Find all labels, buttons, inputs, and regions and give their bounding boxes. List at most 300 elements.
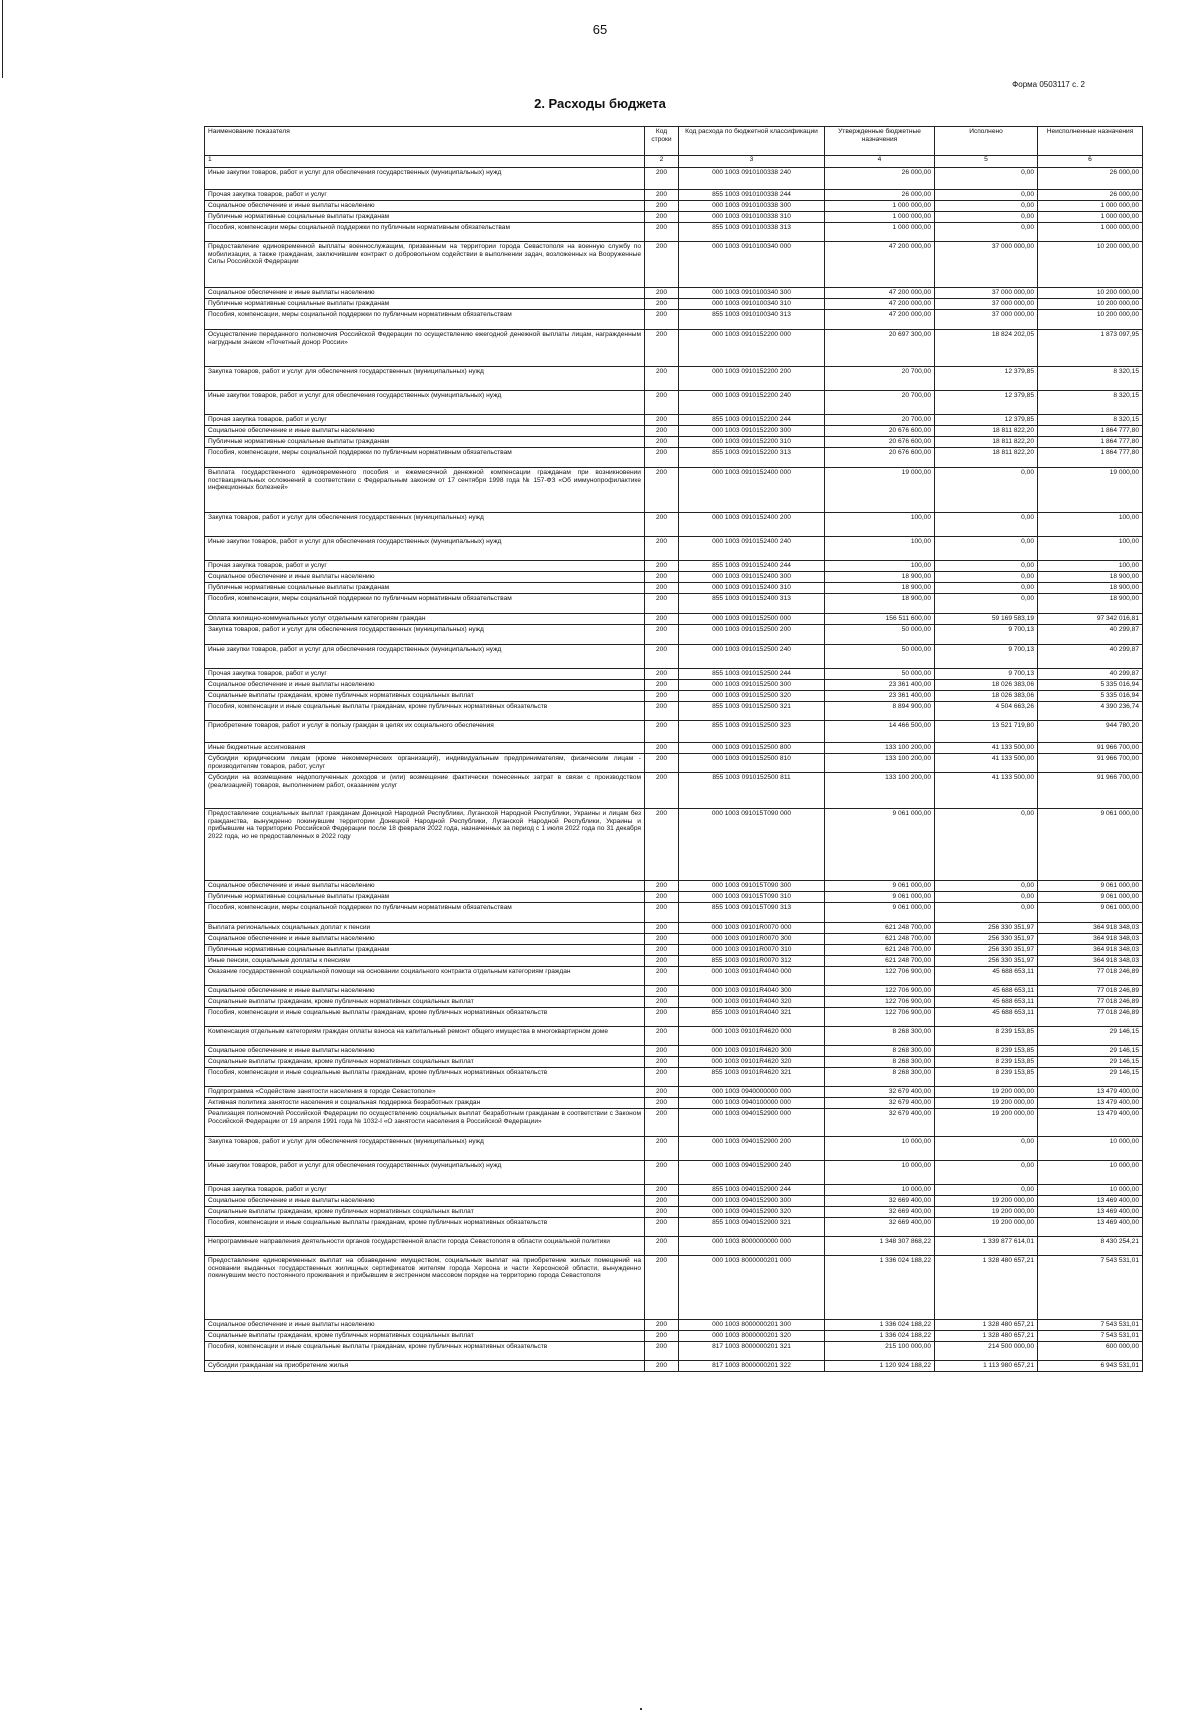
cell-approved: 9 061 000,00	[825, 809, 935, 881]
cell-code: 200	[645, 168, 679, 190]
cell-code: 200	[645, 645, 679, 669]
cell-code: 200	[645, 1256, 679, 1320]
cell-code: 200	[645, 1027, 679, 1046]
cell-kbk: 000 1003 09101R4620 300	[679, 1046, 825, 1057]
cell-unexecuted: 18 900,00	[1038, 583, 1143, 594]
cell-kbk: 000 1003 8000000201 300	[679, 1320, 825, 1331]
cell-name: Осуществление переданного полномочия Российской Федерации по осуществлению ежегодной денежной выплаты лицам, награжденным нагрудным знаком «Почетный донор России»	[205, 330, 645, 367]
cell-approved: 122 706 900,00	[825, 986, 935, 997]
cell-code: 200	[645, 809, 679, 881]
cell-kbk: 000 1003 0940152900 000	[679, 1109, 825, 1137]
cell-executed: 19 200 000,00	[935, 1196, 1038, 1207]
cell-name: Субсидии гражданам на приобретение жилья	[205, 1361, 645, 1372]
table-row	[205, 1027, 1143, 1046]
table-row	[205, 702, 1143, 721]
cell-approved: 122 706 900,00	[825, 997, 935, 1008]
cell-unexecuted: 29 146,15	[1038, 1057, 1143, 1068]
cell-name: Выплата региональных социальных доплат к пенсии	[205, 923, 645, 934]
cell-name: Непрограммные направления деятельности органов государственной власти города Севастополя в области социальной политики	[205, 1237, 645, 1256]
cell-executed: 37 000 000,00	[935, 310, 1038, 330]
table-row	[205, 997, 1143, 1008]
cell-unexecuted: 1 864 777,80	[1038, 437, 1143, 448]
cell-approved: 47 200 000,00	[825, 310, 935, 330]
cell-kbk: 000 1003 0910152500 000	[679, 614, 825, 625]
cell-unexecuted: 91 966 700,00	[1038, 773, 1143, 809]
cell-code: 200	[645, 594, 679, 614]
cell-kbk: 000 1003 09101R0070 300	[679, 934, 825, 945]
cell-approved: 1 000 000,00	[825, 212, 935, 223]
cell-unexecuted: 7 543 531,01	[1038, 1331, 1143, 1342]
cell-kbk: 000 1003 0910152400 310	[679, 583, 825, 594]
cell-approved: 19 000,00	[825, 468, 935, 513]
cell-executed: 0,00	[935, 572, 1038, 583]
cell-kbk: 000 1003 0910152400 200	[679, 513, 825, 537]
cell-name: Прочая закупка товаров, работ и услуг	[205, 415, 645, 426]
cell-code: 200	[645, 1098, 679, 1109]
cell-executed: 0,00	[935, 809, 1038, 881]
table-row	[205, 754, 1143, 773]
table-row	[205, 330, 1143, 367]
cell-kbk: 000 1003 0910152200 000	[679, 330, 825, 367]
cell-executed: 0,00	[935, 1185, 1038, 1196]
cell-kbk: 000 1003 09101R4040 320	[679, 997, 825, 1008]
cell-approved: 8 268 300,00	[825, 1068, 935, 1087]
cell-approved: 100,00	[825, 561, 935, 572]
cell-approved: 9 061 000,00	[825, 903, 935, 923]
cell-code: 200	[645, 513, 679, 537]
cell-kbk: 000 1003 0940152900 240	[679, 1161, 825, 1185]
cell-unexecuted: 364 918 348,03	[1038, 934, 1143, 945]
cell-approved: 8 268 300,00	[825, 1046, 935, 1057]
table-row	[205, 537, 1143, 561]
table-row	[205, 1342, 1143, 1361]
cell-kbk: 000 1003 0910100338 240	[679, 168, 825, 190]
table-row	[205, 892, 1143, 903]
cell-name: Прочая закупка товаров, работ и услуг	[205, 669, 645, 680]
cell-executed: 19 200 000,00	[935, 1109, 1038, 1137]
cell-name: Социальное обеспечение и иные выплаты населению	[205, 881, 645, 892]
cell-executed: 1 339 877 614,01	[935, 1237, 1038, 1256]
cell-executed: 9 700,13	[935, 645, 1038, 669]
cell-kbk: 000 1003 09101R0070 310	[679, 945, 825, 956]
table-row	[205, 561, 1143, 572]
table-row	[205, 1185, 1143, 1196]
scan-speck	[640, 1708, 642, 1710]
cell-kbk: 000 1003 091015Т090 300	[679, 881, 825, 892]
cell-unexecuted: 26 000,00	[1038, 190, 1143, 201]
cell-unexecuted: 19 000,00	[1038, 468, 1143, 513]
cell-unexecuted: 29 146,15	[1038, 1068, 1143, 1087]
col-header-executed: Исполнено	[935, 127, 1038, 156]
cell-name: Иные закупки товаров, работ и услуг для обеспечения государственных (муниципальных) нужд	[205, 391, 645, 415]
cell-approved: 26 000,00	[825, 168, 935, 190]
cell-kbk: 000 1003 0940152900 200	[679, 1137, 825, 1161]
table-row	[205, 448, 1143, 468]
cell-kbk: 000 1003 0910152400 000	[679, 468, 825, 513]
cell-unexecuted: 97 342 016,81	[1038, 614, 1143, 625]
table-row	[205, 1137, 1143, 1161]
cell-unexecuted: 77 018 246,89	[1038, 967, 1143, 986]
cell-code: 200	[645, 310, 679, 330]
cell-executed: 45 688 653,11	[935, 967, 1038, 986]
cell-unexecuted: 1 873 097,95	[1038, 330, 1143, 367]
cell-kbk: 000 1003 091015Т090 000	[679, 809, 825, 881]
cell-unexecuted: 9 061 000,00	[1038, 903, 1143, 923]
cell-name: Выплата государственного единовременного пособия и ежемесячной денежной компенсации гражданам при возникновении поствакцинальных осложнений в соответствии с Федеральным законом от 17 сентября 1998 года № 157-ФЗ «Об иммунопрофилактике инфекционных болезней»	[205, 468, 645, 513]
cell-executed: 19 200 000,00	[935, 1087, 1038, 1098]
cell-name: Социальное обеспечение и иные выплаты населению	[205, 1320, 645, 1331]
cell-name: Предоставление социальных выплат гражданам Донецкой Народной Республики, Луганской Народной Республики, Украины и лицам без гражданства, вынужденно покинувшим территории Донецкой Народной Республики, Луганской Народной Республики, Украины и прибывшим на территорию Российской Федерации после 18 февраля 2022 года, назначенных за период с 1 июля 2022 года по 31 декабря 2022 года, но не предоставленных в 2022 году	[205, 809, 645, 881]
cell-executed: 0,00	[935, 561, 1038, 572]
cell-kbk: 000 1003 09101R4620 000	[679, 1027, 825, 1046]
cell-unexecuted: 91 966 700,00	[1038, 754, 1143, 773]
cell-approved: 133 100 200,00	[825, 773, 935, 809]
column-number-row	[205, 156, 1143, 168]
cell-unexecuted: 9 061 000,00	[1038, 809, 1143, 881]
table-row	[205, 1256, 1143, 1320]
table-row	[205, 299, 1143, 310]
cell-name: Социальные выплаты гражданам, кроме публичных нормативных социальных выплат	[205, 997, 645, 1008]
cell-executed: 0,00	[935, 537, 1038, 561]
cell-kbk: 855 1003 091015Т090 313	[679, 903, 825, 923]
cell-code: 200	[645, 691, 679, 702]
cell-code: 200	[645, 967, 679, 986]
table-row	[205, 201, 1143, 212]
cell-unexecuted: 7 543 531,01	[1038, 1256, 1143, 1320]
table-row	[205, 903, 1143, 923]
cell-name: Прочая закупка товаров, работ и услуг	[205, 561, 645, 572]
cell-kbk: 000 1003 0910152200 200	[679, 367, 825, 391]
cell-code: 200	[645, 1068, 679, 1087]
cell-name: Субсидии юридическим лицам (кроме некоммерческих организаций), индивидуальным предпринимателям, физическим лицам - производителям товаров, работ, услуг	[205, 754, 645, 773]
table-row	[205, 513, 1143, 537]
cell-name: Закупка товаров, работ и услуг для обеспечения государственных (муниципальных) нужд	[205, 367, 645, 391]
cell-approved: 20 697 300,00	[825, 330, 935, 367]
cell-approved: 50 000,00	[825, 669, 935, 680]
cell-unexecuted: 364 918 348,03	[1038, 923, 1143, 934]
cell-unexecuted: 10 000,00	[1038, 1185, 1143, 1196]
cell-approved: 50 000,00	[825, 645, 935, 669]
cell-executed: 0,00	[935, 1137, 1038, 1161]
cell-code: 200	[645, 1207, 679, 1218]
table-row	[205, 743, 1143, 754]
cell-code: 200	[645, 945, 679, 956]
col-header-code: Код строки	[645, 127, 679, 156]
cell-code: 200	[645, 201, 679, 212]
cell-executed: 1 113 980 657,21	[935, 1361, 1038, 1372]
cell-code: 200	[645, 212, 679, 223]
cell-executed: 0,00	[935, 468, 1038, 513]
cell-approved: 1 348 307 868,22	[825, 1237, 935, 1256]
cell-approved: 1 000 000,00	[825, 223, 935, 242]
cell-executed: 0,00	[935, 223, 1038, 242]
table-row	[205, 1331, 1143, 1342]
col-header-name: Наименование показателя	[205, 127, 645, 156]
table-row	[205, 956, 1143, 967]
cell-kbk: 000 1003 091015Т090 310	[679, 892, 825, 903]
cell-unexecuted: 10 000,00	[1038, 1161, 1143, 1185]
cell-name: Пособия, компенсации меры социальной поддержки по публичным нормативным обязательствам	[205, 223, 645, 242]
cell-executed: 41 133 500,00	[935, 754, 1038, 773]
cell-code: 200	[645, 1109, 679, 1137]
cell-kbk: 000 1003 0940152900 320	[679, 1207, 825, 1218]
cell-name: Иные закупки товаров, работ и услуг для обеспечения государственных (муниципальных) нужд	[205, 645, 645, 669]
cell-name: Предоставление единовременной выплаты военнослужащим, призванным на территории города Севастополя на военную службу по мобилизации, а также гражданам, заключившим контракт о добровольном содействии в выполнении задач, возложенных на Вооруженные Силы Российской Федерации	[205, 242, 645, 288]
cell-unexecuted: 600 000,00	[1038, 1342, 1143, 1361]
cell-code: 200	[645, 903, 679, 923]
cell-executed: 18 824 202,05	[935, 330, 1038, 367]
cell-executed: 12 379,85	[935, 391, 1038, 415]
cell-kbk: 000 1003 8000000000 000	[679, 1237, 825, 1256]
cell-approved: 156 511 600,00	[825, 614, 935, 625]
cell-code: 200	[645, 437, 679, 448]
cell-unexecuted: 10 200 000,00	[1038, 288, 1143, 299]
table-row	[205, 669, 1143, 680]
cell-kbk: 000 1003 0910152200 240	[679, 391, 825, 415]
cell-code: 200	[645, 415, 679, 426]
cell-executed: 12 379,85	[935, 415, 1038, 426]
col-header-unexecuted: Неисполненные назначения	[1038, 127, 1143, 156]
cell-approved: 20 700,00	[825, 367, 935, 391]
cell-approved: 18 900,00	[825, 572, 935, 583]
cell-code: 200	[645, 1046, 679, 1057]
cell-executed: 9 700,13	[935, 669, 1038, 680]
cell-code: 200	[645, 367, 679, 391]
cell-kbk: 000 1003 0910152500 300	[679, 680, 825, 691]
table-row	[205, 1008, 1143, 1027]
cell-name: Иные закупки товаров, работ и услуг для обеспечения государственных (муниципальных) нужд	[205, 168, 645, 190]
cell-executed: 0,00	[935, 1161, 1038, 1185]
col-number: 6	[1038, 156, 1143, 168]
cell-name: Социальное обеспечение и иные выплаты населению	[205, 572, 645, 583]
cell-kbk: 000 1003 0910100340 000	[679, 242, 825, 288]
cell-kbk: 855 1003 09101R0070 312	[679, 956, 825, 967]
cell-executed: 256 330 351,97	[935, 956, 1038, 967]
cell-kbk: 855 1003 0910100338 244	[679, 190, 825, 201]
cell-code: 200	[645, 1331, 679, 1342]
cell-executed: 0,00	[935, 168, 1038, 190]
cell-kbk: 000 1003 8000000201 320	[679, 1331, 825, 1342]
cell-kbk: 855 1003 0910152400 313	[679, 594, 825, 614]
cell-code: 200	[645, 721, 679, 743]
cell-kbk: 000 1003 0910152500 200	[679, 625, 825, 645]
cell-name: Пособия, компенсации и иные социальные выплаты гражданам, кроме публичных нормативных обязательств	[205, 702, 645, 721]
cell-executed: 45 688 653,11	[935, 1008, 1038, 1027]
cell-executed: 8 239 153,85	[935, 1057, 1038, 1068]
cell-executed: 41 133 500,00	[935, 773, 1038, 809]
cell-executed: 45 688 653,11	[935, 997, 1038, 1008]
cell-unexecuted: 13 479 400,00	[1038, 1087, 1143, 1098]
table-row	[205, 923, 1143, 934]
header-row	[205, 127, 1143, 156]
cell-executed: 13 521 719,80	[935, 721, 1038, 743]
cell-approved: 122 706 900,00	[825, 967, 935, 986]
cell-kbk: 000 1003 0910152400 300	[679, 572, 825, 583]
cell-unexecuted: 40 299,87	[1038, 645, 1143, 669]
page-number: 65	[592, 22, 608, 37]
cell-name: Социальные выплаты гражданам, кроме публичных нормативных социальных выплат	[205, 691, 645, 702]
cell-executed: 0,00	[935, 583, 1038, 594]
cell-approved: 32 679 400,00	[825, 1087, 935, 1098]
cell-unexecuted: 944 780,20	[1038, 721, 1143, 743]
cell-executed: 18 811 822,20	[935, 448, 1038, 468]
cell-unexecuted: 10 200 000,00	[1038, 299, 1143, 310]
cell-code: 200	[645, 625, 679, 645]
cell-code: 200	[645, 1237, 679, 1256]
cell-kbk: 855 1003 09101R4040 321	[679, 1008, 825, 1027]
cell-kbk: 000 1003 0940100000 000	[679, 1098, 825, 1109]
cell-kbk: 855 1003 0910152200 313	[679, 448, 825, 468]
cell-code: 200	[645, 1008, 679, 1027]
cell-name: Иные бюджетные ассигнования	[205, 743, 645, 754]
table-row	[205, 168, 1143, 190]
cell-executed: 0,00	[935, 513, 1038, 537]
cell-unexecuted: 77 018 246,89	[1038, 986, 1143, 997]
cell-name: Социальные выплаты гражданам, кроме публичных нормативных социальных выплат	[205, 1331, 645, 1342]
cell-name: Оказание государственной социальной помощи на основании социального контракта отдельным категориям граждан	[205, 967, 645, 986]
cell-name: Пособия, компенсации, меры социальной поддержки по публичным нормативным обязательствам	[205, 594, 645, 614]
table-row	[205, 391, 1143, 415]
cell-code: 200	[645, 190, 679, 201]
cell-approved: 1 000 000,00	[825, 201, 935, 212]
cell-approved: 23 361 400,00	[825, 680, 935, 691]
cell-executed: 19 200 000,00	[935, 1218, 1038, 1237]
cell-code: 200	[645, 773, 679, 809]
col-number: 1	[205, 156, 645, 168]
table-row	[205, 1098, 1143, 1109]
cell-code: 200	[645, 448, 679, 468]
cell-unexecuted: 29 146,15	[1038, 1027, 1143, 1046]
cell-name: Активная политика занятости населения и социальная поддержка безработных граждан	[205, 1098, 645, 1109]
cell-unexecuted: 91 966 700,00	[1038, 743, 1143, 754]
table-row	[205, 1361, 1143, 1372]
cell-code: 200	[645, 223, 679, 242]
cell-executed: 0,00	[935, 903, 1038, 923]
cell-kbk: 855 1003 0910152500 323	[679, 721, 825, 743]
cell-name: Социальное обеспечение и иные выплаты населению	[205, 934, 645, 945]
cell-code: 200	[645, 1137, 679, 1161]
col-number: 3	[679, 156, 825, 168]
cell-approved: 50 000,00	[825, 625, 935, 645]
cell-unexecuted: 29 146,15	[1038, 1046, 1143, 1057]
cell-code: 200	[645, 242, 679, 288]
cell-unexecuted: 1 000 000,00	[1038, 212, 1143, 223]
cell-name: Публичные нормативные социальные выплаты гражданам	[205, 945, 645, 956]
cell-approved: 47 200 000,00	[825, 299, 935, 310]
cell-approved: 621 248 700,00	[825, 934, 935, 945]
cell-unexecuted: 100,00	[1038, 537, 1143, 561]
cell-unexecuted: 26 000,00	[1038, 168, 1143, 190]
expenses-table	[204, 126, 1143, 1372]
cell-approved: 1 336 024 188,22	[825, 1320, 935, 1331]
cell-code: 200	[645, 956, 679, 967]
cell-kbk: 000 1003 0910152400 240	[679, 537, 825, 561]
cell-approved: 9 061 000,00	[825, 881, 935, 892]
cell-kbk: 000 1003 09101R4040 000	[679, 967, 825, 986]
cell-name: Закупка товаров, работ и услуг для обеспечения государственных (муниципальных) нужд	[205, 625, 645, 645]
cell-name: Иные закупки товаров, работ и услуг для обеспечения государственных (муниципальных) нужд	[205, 1161, 645, 1185]
cell-code: 200	[645, 583, 679, 594]
cell-name: Субсидии на возмещение недополученных доходов и (или) возмещение фактически понесенных затрат в связи с производством (реализацией) товаров, выполнением работ, оказанием услуг	[205, 773, 645, 809]
table-row	[205, 881, 1143, 892]
cell-unexecuted: 100,00	[1038, 561, 1143, 572]
table-row	[205, 945, 1143, 956]
cell-code: 200	[645, 1320, 679, 1331]
table-row	[205, 437, 1143, 448]
cell-name: Оплата жилищно-коммунальных услуг отдельным категориям граждан	[205, 614, 645, 625]
table-row	[205, 468, 1143, 513]
cell-unexecuted: 100,00	[1038, 513, 1143, 537]
cell-executed: 4 504 663,26	[935, 702, 1038, 721]
table-row	[205, 223, 1143, 242]
cell-unexecuted: 364 918 348,03	[1038, 956, 1143, 967]
cell-name: Социальное обеспечение и иные выплаты населению	[205, 288, 645, 299]
table-row	[205, 594, 1143, 614]
cell-approved: 8 268 300,00	[825, 1027, 935, 1046]
cell-name: Социальное обеспечение и иные выплаты населению	[205, 1196, 645, 1207]
cell-executed: 18 811 822,20	[935, 437, 1038, 448]
cell-approved: 20 676 600,00	[825, 437, 935, 448]
cell-kbk: 000 1003 09101R0070 000	[679, 923, 825, 934]
table-row	[205, 1057, 1143, 1068]
table-row	[205, 310, 1143, 330]
cell-kbk: 855 1003 0910152400 244	[679, 561, 825, 572]
col-header-kbk: Код расхода по бюджетной классификации	[679, 127, 825, 156]
cell-unexecuted: 18 900,00	[1038, 594, 1143, 614]
cell-approved: 133 100 200,00	[825, 743, 935, 754]
cell-code: 200	[645, 997, 679, 1008]
cell-unexecuted: 5 335 016,94	[1038, 691, 1143, 702]
table-row	[205, 1068, 1143, 1087]
table-row	[205, 212, 1143, 223]
cell-approved: 47 200 000,00	[825, 242, 935, 288]
cell-name: Предоставление единовременных выплат на обзаведение имуществом, социальных выплат на приобретение жилых помещений на основании выданных государственных жилищных сертификатов жителям города Херсона и части Херсонской области, вынужденно покинувшим место постоянного проживания и прибывшим в экстренном массовом порядке на территорию города Севастополя	[205, 1256, 645, 1320]
cell-approved: 18 900,00	[825, 583, 935, 594]
cell-kbk: 000 1003 0940000000 000	[679, 1087, 825, 1098]
cell-executed: 19 200 000,00	[935, 1207, 1038, 1218]
table-row	[205, 1087, 1143, 1098]
section-title: 2. Расходы бюджета	[534, 96, 666, 111]
col-number: 5	[935, 156, 1038, 168]
cell-executed: 0,00	[935, 892, 1038, 903]
cell-unexecuted: 8 430 254,21	[1038, 1237, 1143, 1256]
cell-code: 200	[645, 468, 679, 513]
cell-executed: 45 688 653,11	[935, 986, 1038, 997]
cell-unexecuted: 13 469 400,00	[1038, 1196, 1143, 1207]
cell-executed: 0,00	[935, 190, 1038, 201]
cell-unexecuted: 9 061 000,00	[1038, 892, 1143, 903]
table-row	[205, 1046, 1143, 1057]
form-code: Форма 0503117 с. 2	[1012, 80, 1085, 89]
cell-code: 200	[645, 754, 679, 773]
cell-kbk: 855 1003 0940152900 321	[679, 1218, 825, 1237]
cell-name: Прочая закупка товаров, работ и услуг	[205, 190, 645, 201]
cell-name: Приобретение товаров, работ и услуг в пользу граждан в целях их социального обеспечения	[205, 721, 645, 743]
table-row	[205, 773, 1143, 809]
table-row	[205, 680, 1143, 691]
cell-code: 200	[645, 572, 679, 583]
cell-executed: 37 000 000,00	[935, 299, 1038, 310]
cell-code: 200	[645, 1218, 679, 1237]
cell-executed: 256 330 351,97	[935, 934, 1038, 945]
table-row	[205, 1161, 1143, 1185]
table-row	[205, 583, 1143, 594]
cell-name: Социальное обеспечение и иные выплаты населению	[205, 426, 645, 437]
cell-unexecuted: 13 479 400,00	[1038, 1098, 1143, 1109]
cell-approved: 32 669 400,00	[825, 1207, 935, 1218]
cell-name: Социальные выплаты гражданам, кроме публичных нормативных социальных выплат	[205, 1057, 645, 1068]
cell-unexecuted: 77 018 246,89	[1038, 1008, 1143, 1027]
